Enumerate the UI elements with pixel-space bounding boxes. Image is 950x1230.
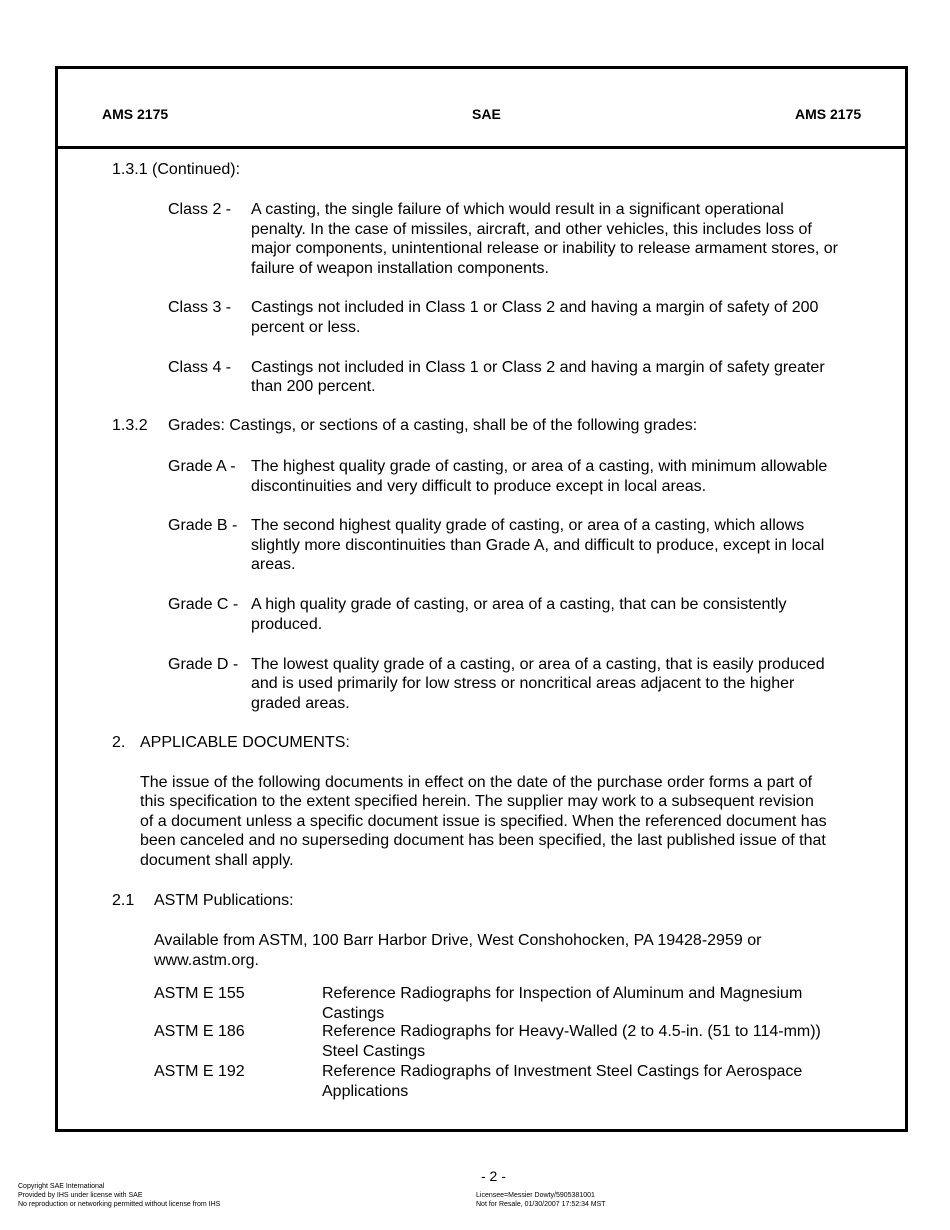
astm-availability-line-1: Available from ASTM, 100 Barr Harbor Drive, West Conshohocken, PA 19428-2959 or <box>154 932 762 949</box>
grade-a-line-1: The highest quality grade of casting, or area of a casting, with minimum allowable <box>251 458 828 475</box>
section-1-3-2-number: 1.3.2 <box>112 417 148 434</box>
ref-title-e186-line-1: Reference Radiographs for Heavy-Walled (2 to 4.5-in. (51 to 114-mm)) <box>322 1023 821 1040</box>
header-doc-number-left: AMS 2175 <box>102 106 169 122</box>
section-2-line-1: The issue of the following documents in effect on the date of the purchase order forms a part of <box>140 774 813 791</box>
class-2-line-4: failure of weapon installation components. <box>251 260 549 277</box>
class-3-line-1: Castings not included in Class 1 or Class 2 and having a margin of safety of 200 <box>251 299 819 316</box>
section-2-title: APPLICABLE DOCUMENTS: <box>140 734 350 751</box>
grade-b-line-3: areas. <box>251 556 296 573</box>
class-2-line-2: penalty. In the case of missiles, aircraft, and other vehicles, this includes loss of <box>251 221 812 238</box>
section-2-line-3: of a document unless a specific document issue is specified. When the referenced document has <box>140 813 827 830</box>
section-2-line-4: been canceled and no superseding document has been specified, the last published issue of that <box>140 832 826 849</box>
ref-title-e192-line-1: Reference Radiographs of Investment Steel Castings for Aerospace <box>322 1063 803 1080</box>
class-4-label: Class 4 - <box>168 359 232 376</box>
page-header <box>58 69 905 149</box>
ref-title-e186-line-2: Steel Castings <box>322 1043 426 1060</box>
section-2-number: 2. <box>112 734 126 751</box>
ref-code-e155: ASTM E 155 <box>154 985 245 1002</box>
copyright-line-3: No reproduction or networking permitted without license from IHS <box>18 1201 221 1208</box>
ref-code-e186: ASTM E 186 <box>154 1023 245 1040</box>
class-3-label: Class 3 - <box>168 299 232 316</box>
grade-c-line-2: produced. <box>251 616 323 633</box>
grade-b-line-1: The second highest quality grade of casting, or area of a casting, which allows <box>251 517 805 534</box>
grade-b-label: Grade B - <box>168 517 238 534</box>
grade-b-line-2: slightly more discontinuities than Grade A, and difficult to produce, except in local <box>251 537 825 554</box>
grade-c-label: Grade C - <box>168 596 239 613</box>
copyright-line-2: Provided by IHS under license with SAE <box>18 1192 143 1199</box>
grade-a-line-2: discontinuities and very difficult to produce except in local areas. <box>251 478 707 495</box>
section-1-3-2-title: Grades: Castings, or sections of a casting, shall be of the following grades: <box>168 417 698 434</box>
class-4-line-2: than 200 percent. <box>251 378 376 395</box>
grade-d-label: Grade D - <box>168 656 239 673</box>
header-doc-number-right: AMS 2175 <box>795 106 862 122</box>
section-2-1-title: ASTM Publications: <box>154 892 294 909</box>
header-org: SAE <box>472 106 501 122</box>
ref-title-e155-line-2: Castings <box>322 1005 385 1022</box>
ref-title-e155-line-1: Reference Radiographs for Inspection of Aluminum and Magnesium <box>322 985 803 1002</box>
section-2-1-number: 2.1 <box>112 892 135 909</box>
section-1-3-1-title: 1.3.1 (Continued): <box>112 161 241 178</box>
class-2-line-3: major components, unintentional release or inability to release armament stores, or <box>251 240 838 257</box>
grade-a-label: Grade A - <box>168 458 236 475</box>
grade-d-line-2: and is used primarily for low stress or noncritical areas adjacent to the higher <box>251 675 795 692</box>
class-3-line-2: percent or less. <box>251 319 361 336</box>
ref-title-e192-line-2: Applications <box>322 1083 409 1100</box>
grade-d-line-1: The lowest quality grade of a casting, or area of a casting, that is easily produced <box>251 656 825 673</box>
ref-code-e192: ASTM E 192 <box>154 1063 245 1080</box>
astm-availability-line-2: www.astm.org. <box>154 952 259 969</box>
copyright-line-1: Copyright SAE International <box>18 1183 105 1190</box>
class-2-label: Class 2 - <box>168 201 232 218</box>
grade-c-line-1: A high quality grade of casting, or area of a casting, that can be consistently <box>251 596 787 613</box>
grade-d-line-3: graded areas. <box>251 695 350 712</box>
class-4-line-1: Castings not included in Class 1 or Class 2 and having a margin of safety greater <box>251 359 825 376</box>
licensee-line-1: Licensee=Messier Dowty/5905381001 <box>476 1192 595 1199</box>
section-2-line-2: this specification to the extent specified herein. The supplier may work to a subsequent revision <box>140 793 814 810</box>
section-2-line-5: document shall apply. <box>140 852 294 869</box>
class-2-line-1: A casting, the single failure of which would result in a significant operational <box>251 201 784 218</box>
page-number: - 2 - <box>481 1168 506 1184</box>
licensee-line-2: Not for Resale, 01/30/2007 17:52:34 MST <box>476 1201 606 1208</box>
